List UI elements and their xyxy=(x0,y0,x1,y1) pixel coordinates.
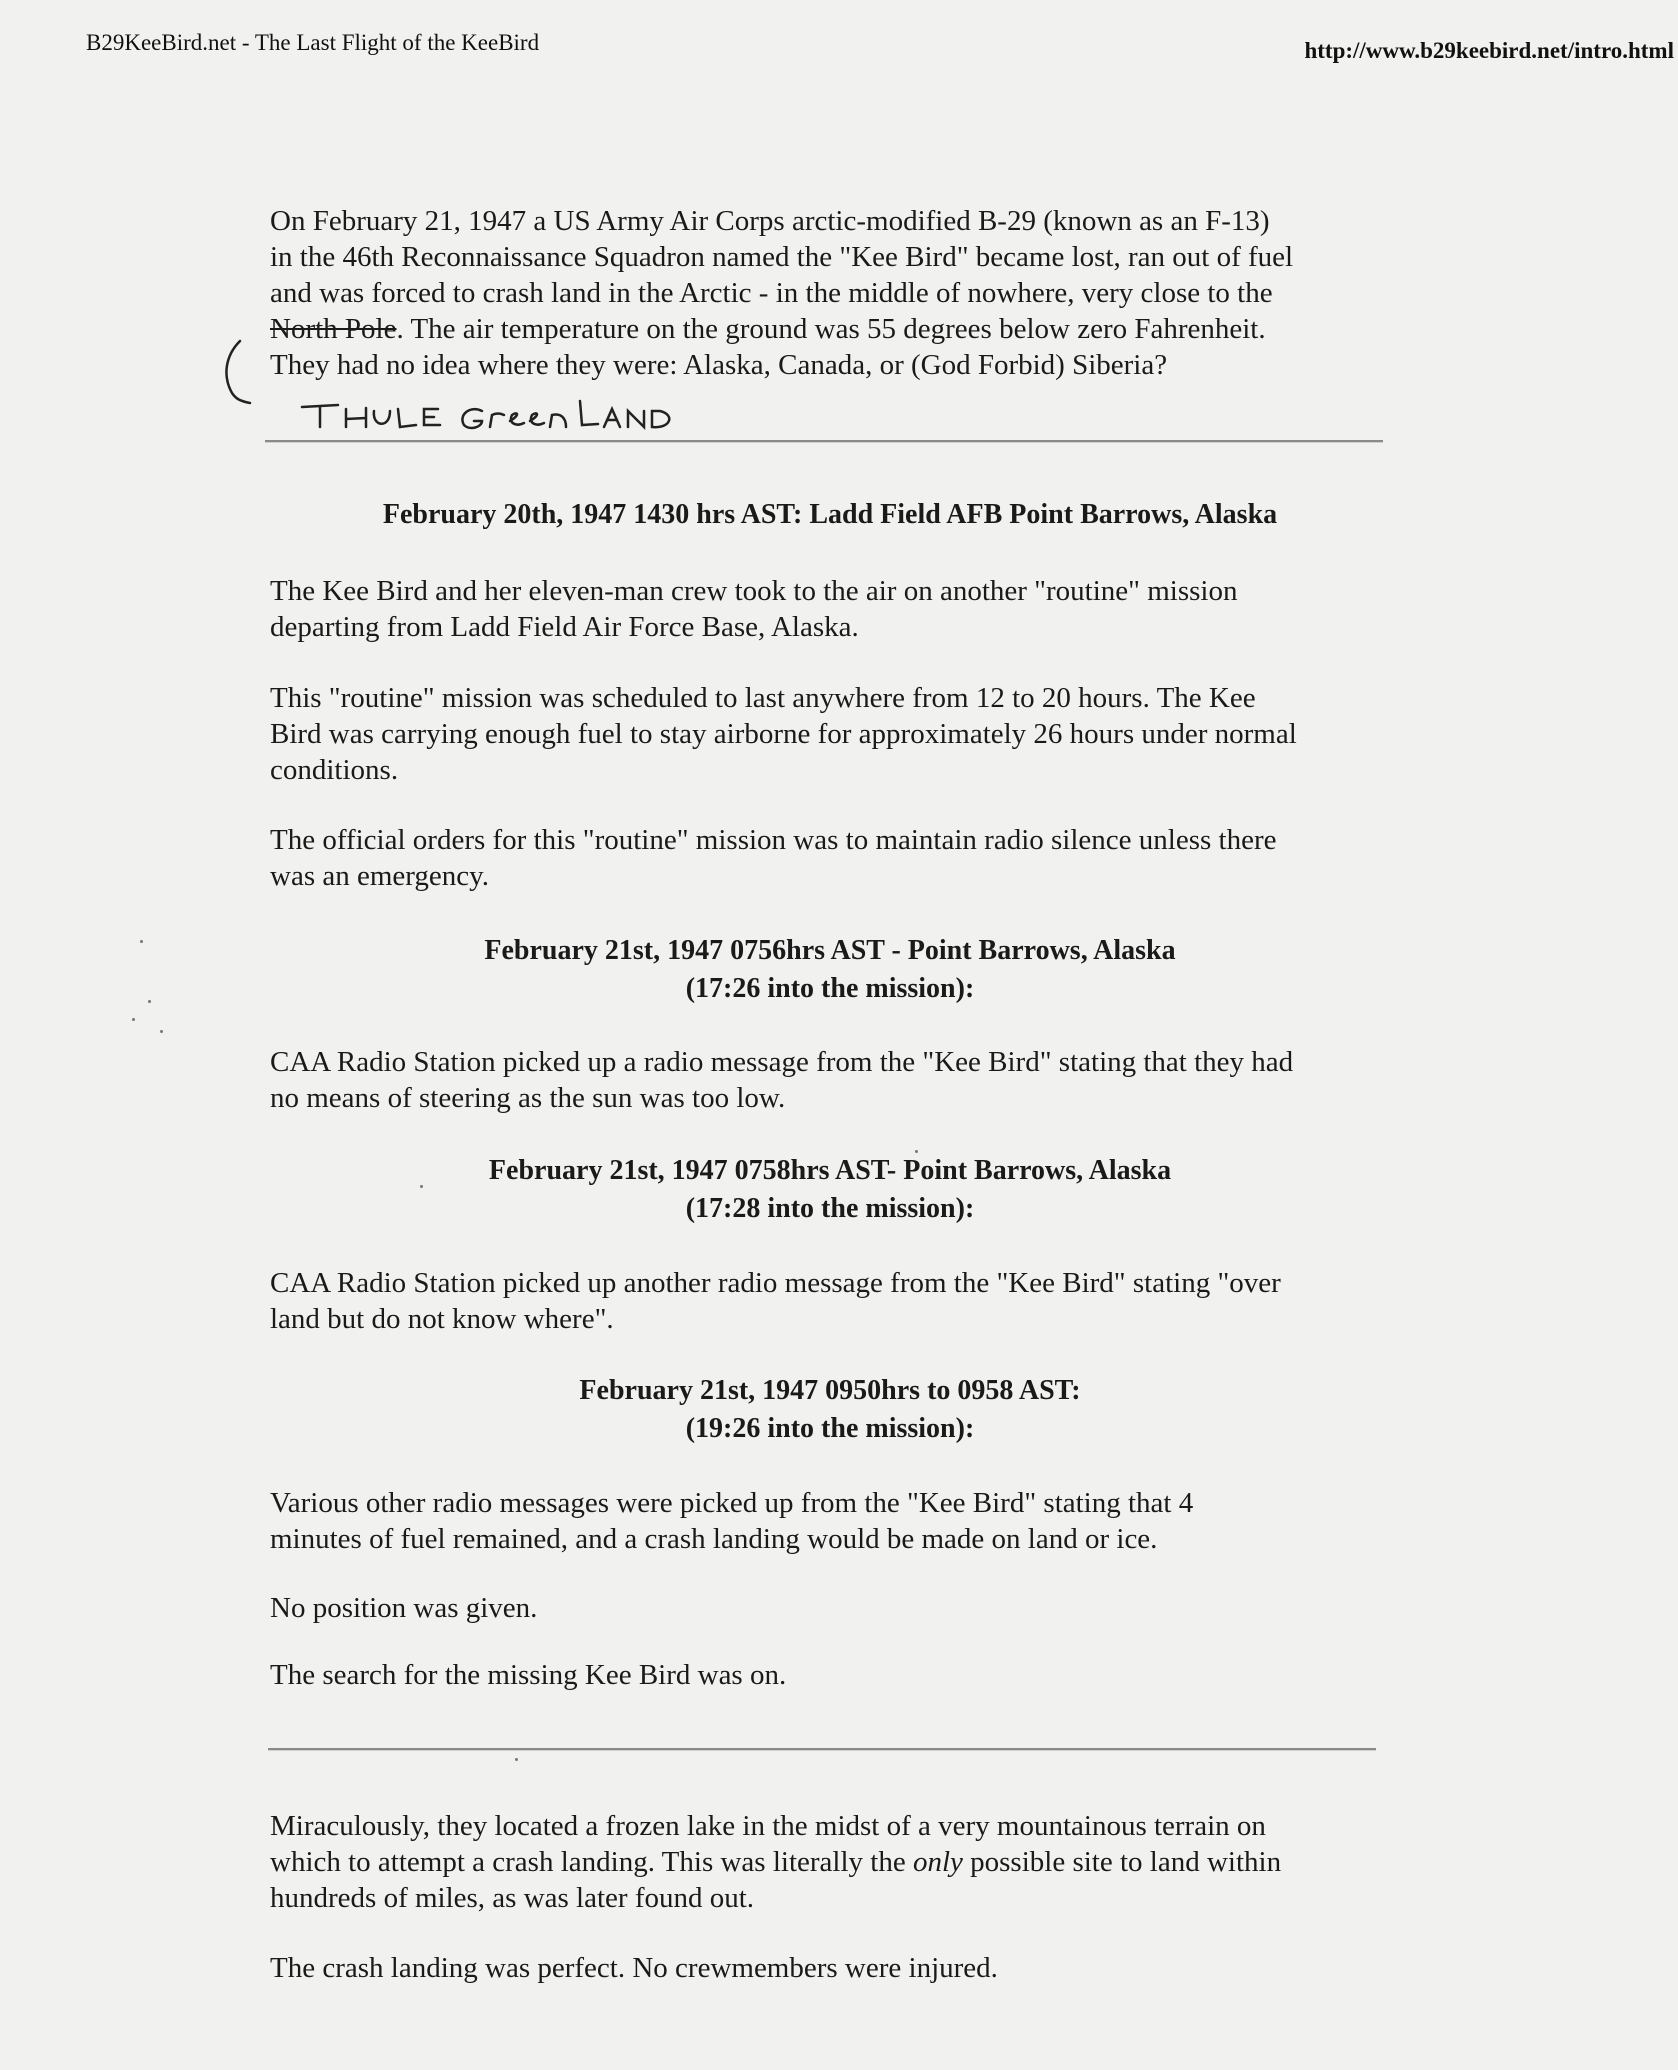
paragraph xyxy=(270,1808,1390,1916)
paragraph-line xyxy=(270,1844,1390,1880)
site-title-header: B29KeeBird.net - The Last Flight of the KeeBird xyxy=(86,30,540,55)
scan-speck xyxy=(140,940,143,943)
scan-speck xyxy=(132,1018,135,1021)
paragraph-line: The crash landing was perfect. No crewmembers were injured. xyxy=(270,1952,998,1984)
paragraph xyxy=(270,822,1390,894)
paragraph-line: The Kee Bird and her eleven-man crew took to the air on another "routine" mission xyxy=(270,575,1238,607)
intro-line: in the 46th Reconnaissance Squadron named the "Kee Bird" became lost, ran out of fuel xyxy=(270,241,1294,273)
paragraph-line: No position was given. xyxy=(270,1592,538,1624)
paragraph-line: was an emergency. xyxy=(270,860,490,892)
paragraph-line: Various other radio messages were picked up from the "Kee Bird" stating that 4 xyxy=(270,1487,1194,1519)
paragraph-line: hundreds of miles, as was later found out. xyxy=(270,1882,755,1914)
scan-speck xyxy=(515,1758,518,1761)
intro-line-rest: . The air temperature on the ground was 55 degrees below zero Fahrenheit. xyxy=(396,313,1266,345)
paragraph-line: no means of steering as the sun was too low. xyxy=(270,1082,786,1114)
paragraph-line: Bird was carrying enough fuel to stay airborne for approximately 26 hours under normal xyxy=(270,718,1297,750)
intro-line: On February 21, 1947 a US Army Air Corps arctic-modified B-29 (known as an F-13) xyxy=(270,205,1270,237)
paragraph-line: This "routine" mission was scheduled to last anywhere from 12 to 20 hours. The Kee xyxy=(270,682,1256,714)
intro-line: They had no idea where they were: Alaska, Canada, or (God Forbid) Siberia? xyxy=(270,349,1168,381)
paragraph-line: Miraculously, they located a frozen lake in the midst of a very mountainous terrain on xyxy=(270,1810,1266,1842)
paragraph xyxy=(270,1265,1390,1337)
horizontal-rule xyxy=(265,440,1383,443)
section-heading-line: February 21st, 1947 0756hrs AST - Point Barrows, Alaska xyxy=(484,935,1176,966)
paragraph-line: The search for the missing Kee Bird was on. xyxy=(270,1659,787,1691)
paragraph xyxy=(270,573,1390,645)
section-heading-line: (19:26 into the mission): xyxy=(685,1413,975,1444)
horizontal-rule xyxy=(268,1748,1376,1751)
handwritten-annotation xyxy=(220,335,740,435)
section-heading-line: February 21st, 1947 0758hrs AST- Point Barrows, Alaska xyxy=(488,1155,1172,1186)
paragraph-line: minutes of fuel remained, and a crash landing would be made on land or ice. xyxy=(270,1523,1158,1555)
paragraph xyxy=(270,1485,1390,1557)
scan-speck xyxy=(915,1150,918,1153)
paragraph xyxy=(270,1950,1390,1986)
page-url-header: http://www.b29keebird.net/intro.html xyxy=(1304,38,1674,63)
paragraph xyxy=(270,1657,1390,1693)
scan-speck xyxy=(160,1030,163,1033)
paragraph-line: conditions. xyxy=(270,754,399,786)
paragraph-line: CAA Radio Station picked up another radio message from the "Kee Bird" stating "over xyxy=(270,1267,1281,1299)
intro-line: and was forced to crash land in the Arctic - in the middle of nowhere, very close to the xyxy=(270,277,1273,309)
section-heading-line: (17:26 into the mission): xyxy=(685,973,975,1004)
scan-speck xyxy=(420,1185,423,1188)
section-heading xyxy=(270,1152,1390,1228)
section-heading-line: (17:28 into the mission): xyxy=(685,1193,975,1224)
paragraph xyxy=(270,1044,1390,1116)
paragraph-line: The official orders for this "routine" mission was to maintain radio silence unless there xyxy=(270,824,1277,856)
text-run: possible site to land within xyxy=(962,1846,1282,1878)
text-run: which to attempt a crash landing. This was literally the xyxy=(270,1846,913,1878)
section-heading: February 20th, 1947 1430 hrs AST: Ladd Field AFB Point Barrows, Alaska xyxy=(382,499,1278,530)
paragraph-line: CAA Radio Station picked up a radio message from the "Kee Bird" stating that they had xyxy=(270,1046,1294,1078)
section-heading-line: February 21st, 1947 0950hrs to 0958 AST: xyxy=(579,1375,1081,1406)
paragraph-line: land but do not know where". xyxy=(270,1303,614,1335)
paragraph xyxy=(270,1590,1390,1626)
struck-text: North Pole xyxy=(270,313,397,345)
scan-speck xyxy=(148,1000,151,1003)
section-heading xyxy=(270,1372,1390,1448)
section-heading xyxy=(270,932,1390,1008)
emphasized-text: only xyxy=(912,1846,963,1878)
paragraph-line: departing from Ladd Field Air Force Base, Alaska. xyxy=(270,611,859,643)
paragraph xyxy=(270,680,1390,788)
